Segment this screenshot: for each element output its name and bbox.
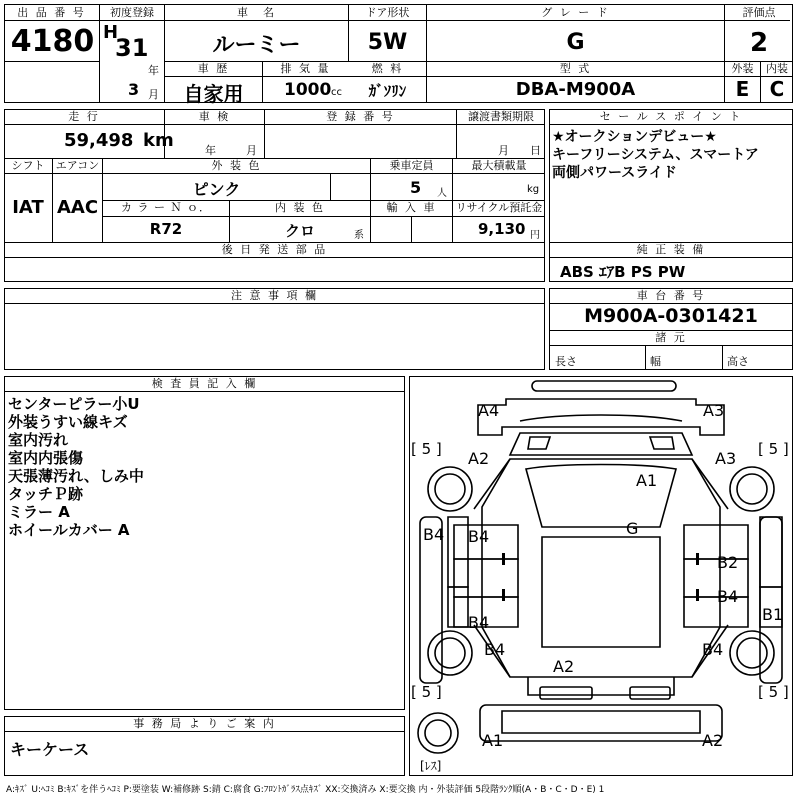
displacement-unit: cc [331, 87, 342, 98]
mileage-label: 走 行 [68, 110, 100, 123]
tire-rating-front-left: [ 5 ] [411, 440, 442, 458]
inspector-label: 検 査 員 記 入 欄 [151, 377, 258, 390]
interior-color-suffix: 系 [354, 230, 364, 241]
capacity: 5 [410, 178, 422, 197]
import-label: 輸 入 車 [386, 201, 437, 214]
selling-points-list [552, 128, 790, 182]
displacement-label: 排 気 量 [280, 62, 331, 75]
lot-number-label: 出 品 番 号 [17, 6, 86, 19]
damage-mark: A2 [553, 657, 575, 676]
length-label: 長さ [555, 355, 577, 368]
inspector-note: 外装うすい線キズ [8, 413, 128, 431]
damage-mark: A2 [468, 449, 490, 468]
interior-grade-label: 内装 [766, 62, 788, 75]
damage-mark: B4 [423, 525, 445, 544]
chassis-number: M900A-0301421 [584, 305, 758, 327]
score-label: 評価点 [742, 6, 776, 19]
exterior-color: ピンク [192, 180, 241, 199]
registration-month-unit: 月 [148, 88, 159, 101]
inspector-note: 天張薄汚れ、しみ中 [8, 467, 144, 485]
damage-diagram [409, 376, 793, 776]
registration-number-label: 登 録 番 号 [326, 110, 395, 123]
chassis-number-label: 車 台 番 号 [636, 289, 706, 302]
office-label: 事 務 局 よ り ご 案 内 [133, 717, 276, 730]
door-type: 5W [367, 30, 408, 55]
displacement: 1000 [284, 80, 332, 100]
exterior-grade-label: 外装 [731, 62, 754, 75]
recycle-fee: 9,130 [478, 220, 526, 238]
color-number-label: カ ラ ー Ｎ ｏ． [121, 201, 211, 214]
inspector-note: センターピラー小U [8, 395, 140, 413]
color-number: R72 [149, 220, 183, 238]
shift-label: シフト [11, 159, 45, 172]
equipment-label: 純 正 装 備 [636, 243, 706, 256]
spec-label: 諸 元 [655, 331, 687, 344]
model-code: DBA-M900A [515, 79, 636, 100]
interior-color-label: 内 装 色 [275, 201, 325, 214]
max-load-label: 最大積載量 [471, 159, 527, 172]
door-type-label: ドア形状 [365, 6, 410, 19]
recycle-fee-unit: 円 [530, 230, 540, 241]
score: 2 [749, 28, 769, 58]
later-parts-label: 後 日 発 送 部 品 [221, 243, 328, 256]
registration-month: 3 [128, 80, 140, 99]
model-code-label: 型 式 [559, 62, 592, 75]
inspector-note: ホイールカバー A [8, 521, 130, 539]
spare-tire-label: [ﾚｽ] [420, 759, 442, 773]
registration-year: 31 [115, 34, 149, 62]
first-registration-label: 初度登録 [110, 6, 154, 19]
inspector-note: ミラー A [8, 503, 70, 521]
grade: G [566, 30, 585, 55]
office-note: キーケース [10, 740, 90, 759]
mileage-unit: km [143, 130, 174, 151]
interior-color: クロ [284, 222, 315, 240]
legend: A:ｷｽﾞ U:ﾍｺﾐ B:ｷｽﾞを伴うﾍｺﾐ P:要塗装 W:補修跡 S:錆 C:腐食 G:ﾌﾛﾝﾄｶﾞﾗｽ点ｷｽﾞ XX:交換済み X:要交換 内・外装評価 5段階ﾗﾝｸ順(A・B・C・D・E) 1 [6, 785, 605, 795]
inspection-month-unit: 月 [246, 144, 257, 157]
selling-points-label: セ ー ル ス ポ イ ン ト [599, 110, 743, 123]
damage-mark: A1 [482, 731, 504, 750]
aircon-label: エアコン [55, 159, 100, 172]
transfer-deadline-label: 譲渡書類期限 [468, 110, 534, 123]
capacity-label: 乗車定員 [389, 159, 434, 172]
car-name: ルーミー [212, 33, 301, 58]
damage-mark: A2 [702, 731, 724, 750]
fuel-label: 燃 料 [371, 62, 404, 75]
damage-mark: A3 [703, 401, 725, 420]
capacity-unit: 人 [437, 188, 447, 199]
mileage: 59,498 [64, 130, 134, 151]
width-label: 幅 [650, 355, 661, 368]
damage-mark: A1 [636, 471, 658, 490]
registration-year-unit: 年 [148, 64, 159, 77]
tire-rating-rear-right: [ 5 ] [758, 683, 789, 701]
vehicle-history: 自家用 [183, 82, 244, 106]
selling-point-line: 両側パワースライド [552, 165, 677, 181]
car-name-label: 車 名 [237, 6, 276, 19]
notes-label: 注 意 事 項 欄 [231, 289, 318, 302]
lot-number: 4180 [10, 24, 95, 59]
selling-point-line: ★オークションデビュー★ [552, 129, 717, 145]
selling-point-line: キーフリーシステム、スマートア [552, 147, 759, 163]
inspection-year-unit: 年 [205, 144, 216, 157]
damage-mark: B4 [468, 613, 490, 632]
damage-mark: B4 [717, 587, 739, 606]
fuel: ｶﾞｿﾘﾝ [368, 82, 407, 100]
damage-mark: A4 [478, 401, 500, 420]
exterior-color-label: 外 装 色 [211, 159, 262, 172]
damage-mark: B1 [762, 605, 784, 624]
history-label: 車 歴 [197, 62, 230, 75]
damage-mark: B4 [484, 640, 506, 659]
transfer-month-unit: 月 [498, 144, 509, 157]
inspector-notes-list [8, 395, 144, 539]
tire-rating-front-right: [ 5 ] [758, 440, 789, 458]
recycle-fee-label: リサイクル預託金 [455, 201, 543, 214]
height-label: 高さ [727, 355, 749, 368]
interior-grade: C [769, 77, 785, 101]
damage-mark: B2 [717, 553, 739, 572]
inspection-label: 車 検 [198, 110, 231, 123]
registration-era: H [103, 22, 119, 43]
transfer-day-unit: 日 [530, 144, 541, 157]
shift: IAT [12, 197, 44, 218]
damage-mark: G [626, 519, 639, 538]
damage-mark: B4 [468, 527, 490, 546]
equipment: ABS ｴｱB PS PW [560, 263, 686, 281]
tire-rating-rear-left: [ 5 ] [411, 683, 442, 701]
aircon: AAC [56, 197, 99, 218]
max-load-unit: kg [527, 184, 540, 195]
inspector-note: 室内汚れ [8, 431, 69, 449]
car-outline-icon [410, 377, 792, 775]
inspector-note: タッチＰ跡 [8, 485, 84, 503]
inspector-note: 室内内張傷 [8, 449, 84, 467]
damage-mark: A3 [715, 449, 737, 468]
exterior-grade: E [735, 77, 750, 101]
damage-mark: B4 [702, 640, 724, 659]
grade-label: グ レ ー ド [541, 6, 610, 19]
